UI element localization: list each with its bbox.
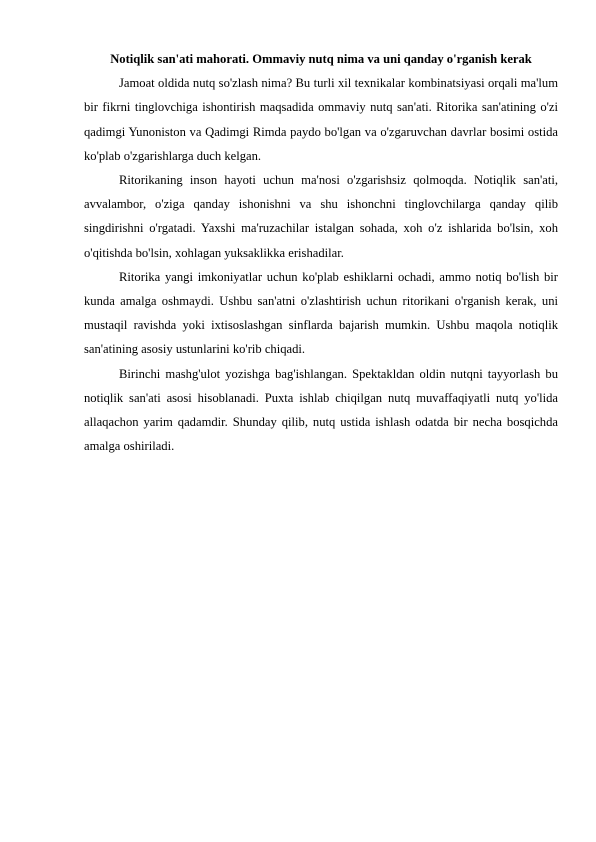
paragraph: Birinchi mashg'ulot yozishga bag'ishlangan. Spektakldan oldin nutqni tayyorlash bu notiqlik san'ati asosi hisoblanadi. Puxta ishlab chiqilgan nutq muvaffaqiyatli nutq yo'lida allaqachon yarim qadamdir. Shunday qilib, nutq ustida ishlash odatda bir necha bosqichda amalga oshiriladi. [84, 366, 558, 454]
document-body [84, 47, 558, 458]
paragraph: Ritorika yangi imkoniyatlar uchun ko'plab eshiklarni ochadi, ammo notiq bo'lish bir kunda amalga oshmaydi. Ushbu san'atni o'zlashtirish uchun ritorikani o'rganish kerak, uni mustaqil ravishda yoki ixtisoslashgan sinflarda bajarish mumkin. Ushbu maqola notiqlik san'atining asosiy ustunlarini ko'rib chiqadi. [84, 269, 558, 357]
paragraph: Ritorikaning inson hayoti uchun ma'nosi o'zgarishsiz qolmoqda. Notiqlik san'ati, avvalambor, o'ziga qanday ishonishni va shu ishonchni tinglovchilarga qanday qilib singdirishni o'rgatadi. Yaxshi ma'ruzachilar istalgan sohada, xoh o'z ishlarida bo'lsin, xoh o'qitishda bo'lsin, xohlagan yuksaklikka erishadilar. [84, 173, 558, 260]
paragraph: Jamoat oldida nutq so'zlash nima? Bu turli xil texnikalar kombinatsiyasi orqali ma'lum bir fikrni tinglovchiga ishontirish maqsadida ommaviy nutq san'ati. Ritorika san'atining o'zi qadimgi Yunoniston va Qadimgi Rimda paydo bo'lgan va o'zgaruvchan davrlar bosimi ostida ko'plab o'zgarishlarga duch kelgan. [84, 76, 558, 163]
document-title: Notiqlik san'ati mahorati. Ommaviy nutq nima va uni qanday o'rganish kerak [110, 52, 532, 66]
